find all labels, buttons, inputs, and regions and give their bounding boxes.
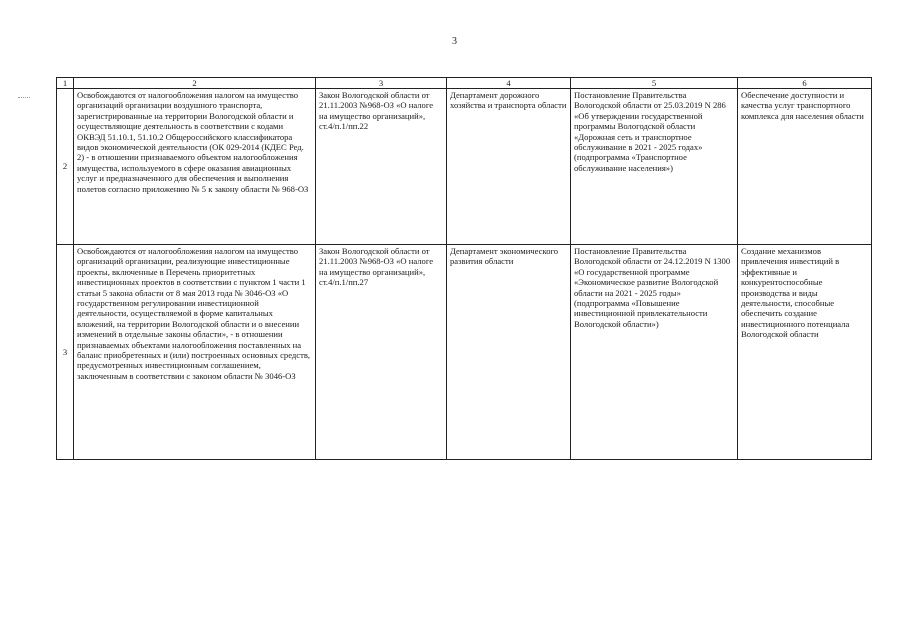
table-row: [57, 89, 872, 245]
benefit-description: Освобождаются от налогообложения налогом на имущество организаций организации, реализующие инвестиционные проекты, включенные в Перечень приоритетных инвестиционных проектов в соответствии с пунктом 1 части 1 статьи 5 закона области от 8 мая 2013 года № 3046-ОЗ «О государственном регулировании инвестиционной деятельности, осуществляемой в форме капитальных вложений, на территории Вологодской области и о внесении изменений в отдельные законы области», - в отношении признаваемых объектами налогообложения поставленных на баланс приобретенных и (или) построенных основных средств, предусмотренных инвестиционным соглашением, заключенным в соответствии с законом области № 3046-ОЗ: [74, 245, 316, 460]
tax-benefits-table: [56, 77, 872, 460]
responsible-department: Департамент экономического развития области: [447, 245, 571, 460]
program-goal: Обеспечение доступности и качества услуг транспортного комплекса для населения области: [738, 89, 872, 245]
header-col-2: 2: [74, 78, 316, 89]
responsible-department: Департамент дорожного хозяйства и транспорта области: [447, 89, 571, 245]
header-col-1: 1: [57, 78, 74, 89]
benefit-description: Освобождаются от налогообложения налогом на имущество организаций организации воздушного транспорта, зарегистрированные на территории Вологодской области и осуществляющие деятельность в соответствии с кодами ОКВЭД 51.10.1, 51.10.2 Общероссийского классификатора видов экономической деятельности (ОК 029-2014 (КДЕС Ред. 2) - в отношении признаваемого объектом налогообложения имущества, используемого в сфере оказания авиационных услуг и предназначенного для обеспечения и выполнения полетов согласно приложению № 5 к закону области № 968-ОЗ: [74, 89, 316, 245]
program-goal: Создание механизмов привлечения инвестиций в эффективные и конкурентоспособные производства и виды деятельности, способные обеспечить создание инвестиционного потенциала Вологодской области: [738, 245, 872, 460]
header-col-5: 5: [571, 78, 738, 89]
header-col-3: 3: [316, 78, 447, 89]
header-col-4: 4: [447, 78, 571, 89]
page-number: 3: [452, 36, 457, 47]
legal-basis: Закон Вологодской области от 21.11.2003 №968-ОЗ «О налоге на имущество организаций», ст.4/п.1/пп.22: [316, 89, 447, 245]
state-program: Постановление Правительства Вологодской области от 24.12.2019 N 1300 «О государственной программе «Экономическое развитие Вологодской области на 2021 - 2025 годы» (подпрограмма «Повышение инвестиционной привлекательности Вологодской области»): [571, 245, 738, 460]
state-program: Постановление Правительства Вологодской области от 25.03.2019 N 286 «Об утверждении государственной программы Вологодской области «Дорожная сеть и транспортное обслуживание в 2021 - 2025 годах» (подпрограмма «Транспортное обслуживание населения»): [571, 89, 738, 245]
scan-mark: [18, 97, 30, 101]
row-number: 3: [57, 245, 74, 460]
row-number: 2: [57, 89, 74, 245]
table-row: [57, 245, 872, 460]
legal-basis: Закон Вологодской области от 21.11.2003 №968-ОЗ «О налоге на имущество организаций», ст.4/п.1/пп.27: [316, 245, 447, 460]
table-header-row: [57, 78, 872, 89]
header-col-6: 6: [738, 78, 872, 89]
